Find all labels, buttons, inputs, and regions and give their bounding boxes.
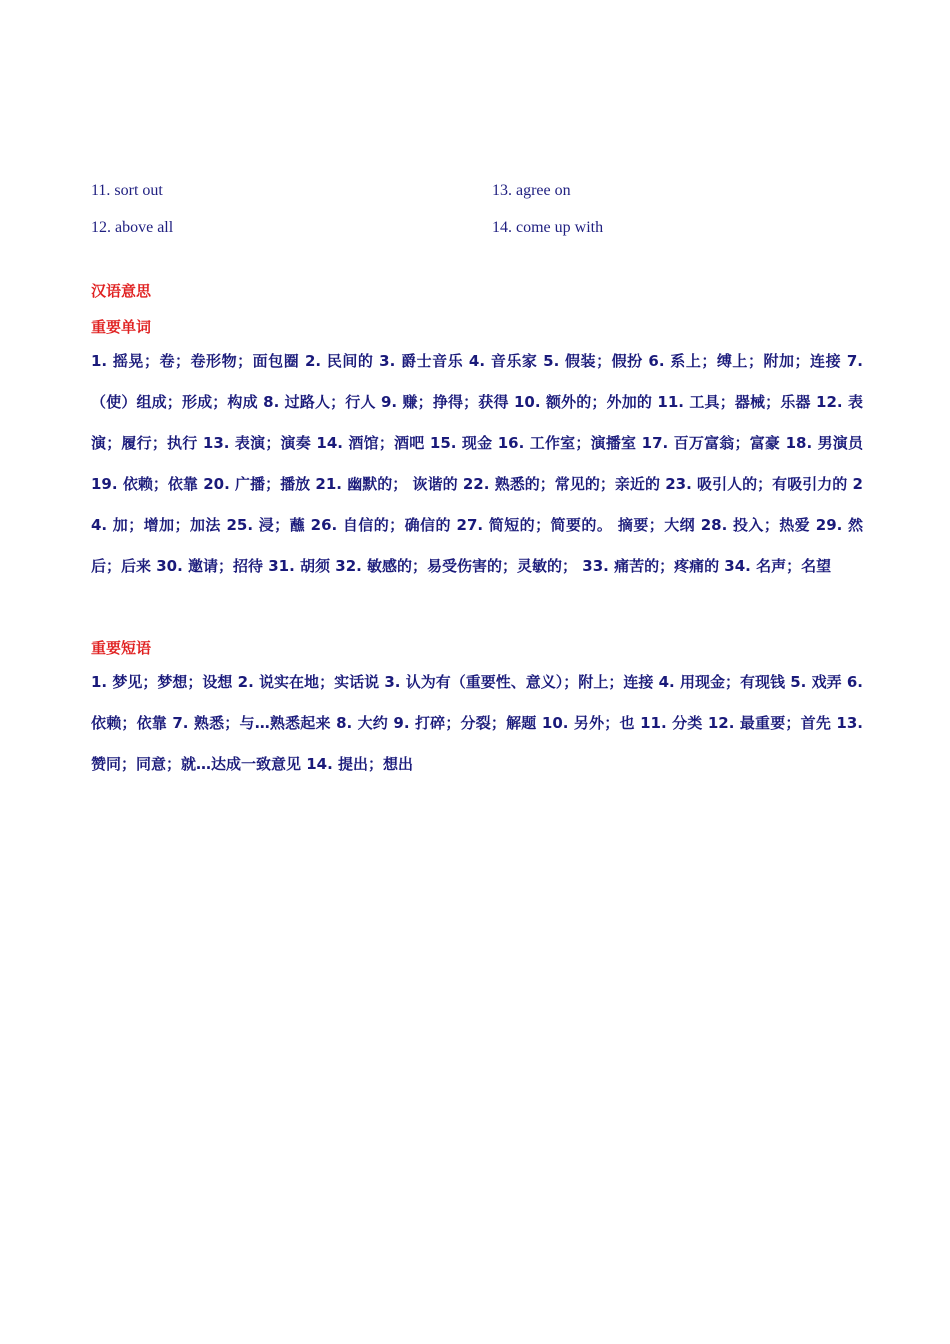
- phrase-item: 12. above all: [91, 219, 174, 236]
- phrases-paragraph: 1. 梦见；梦想；设想 2. 说实在地；实话说 3. 认为有（重要性、意义）；附上；连接 4. 用现金；有现钱 5. 戏弄 6. 依赖；依靠 7. 熟悉；与…熟悉起来 8. 大约 9. 打碎；分裂；解题 10. 另外；也 11. 分类 12. 最重要；首先 13. 赞同；同意；就…达成一致意见 14. 提出；想出: [91, 673, 863, 773]
- phrase-row: [91, 180, 871, 217]
- phrase-row: [91, 217, 871, 254]
- words-paragraph: 1. 摇晃；卷；卷形物；面包圈 2. 民间的 3. 爵士音乐 4. 音乐家 5. 假装；假扮 6. 系上；缚上；附加；连接 7. （使）组成；形成；构成 8. 过路人；行人 9. 赚；挣得；获得 10. 额外的；外加的 11. 工具；器械；乐器 12. 表演；履行；执行 13. 表演；演奏 14. 酒馆；酒吧 15. 现金 16. 工作室；演播室 17. 百万富翁；富豪 18. 男演员 19. 依赖；依靠 20. 广播；播放 21. 幽默的； 诙谐的 22. 熟悉的；常见的；亲近的 23. 吸引人的；有吸引力的 24. 加；增加；加法 25. 浸；蘸 26. 自信的；确信的 27. 简短的；简要的。 摘要；大纲 28. 投入；热爱 29. 然后；后来 30. 邀请；招待 31. 胡须 32. 敏感的；易受伤害的；灵敏的； 33. 痛苦的；疼痛的 34. 名声；名望: [91, 352, 863, 575]
- phrase-item: 11. sort out: [91, 182, 163, 199]
- words-heading: 重要单词: [91, 318, 152, 336]
- phrases-heading: 重要短语: [91, 639, 152, 657]
- phrase-item: 14. come up with: [492, 219, 604, 236]
- section-title: 汉语意思: [91, 282, 152, 300]
- english-phrase-list: [91, 180, 871, 254]
- phrase-item: 13. agree on: [492, 182, 571, 199]
